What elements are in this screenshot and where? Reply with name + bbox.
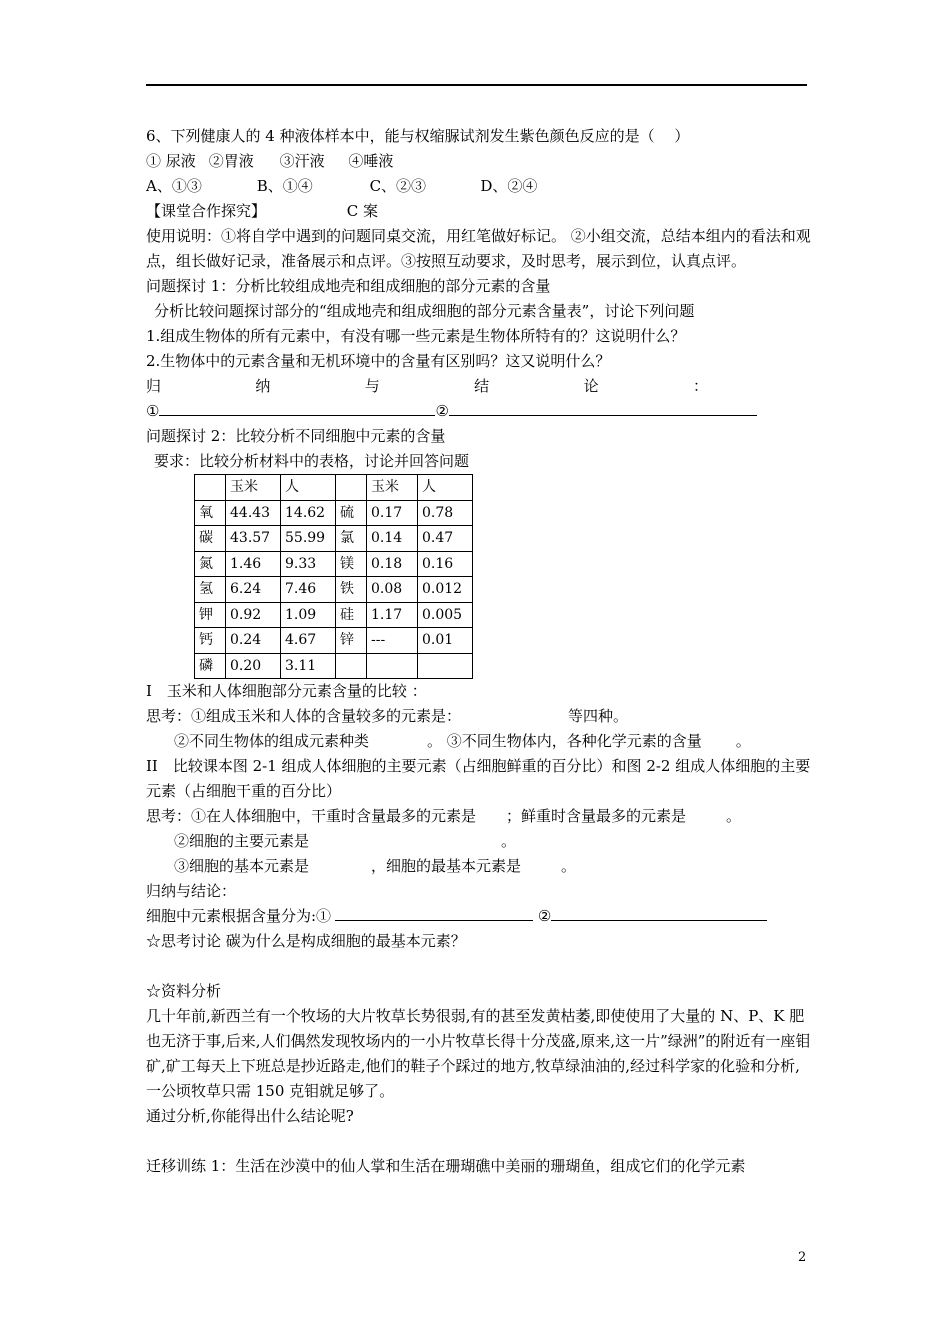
part-2-think-2: ②细胞的主要元素是 。 <box>174 832 517 850</box>
table-cell: 0.92 <box>226 602 281 628</box>
choice-c: C、②③ <box>369 177 427 195</box>
table-cell: 9.33 <box>281 551 336 577</box>
table-cell: 43.57 <box>226 526 281 552</box>
table-cell <box>336 653 367 679</box>
table-cell: 0.17 <box>367 500 418 526</box>
table-cell: 0.005 <box>418 602 473 628</box>
table-cell: 0.012 <box>418 577 473 603</box>
problem-2-requirement: 要求：比较分析材料中的表格，讨论并回答问题 <box>154 452 470 470</box>
table-cell: 0.24 <box>226 628 281 654</box>
table-cell: 0.16 <box>418 551 473 577</box>
part-1-think-1: 思考：①组成玉米和人体的含量较多的元素是： 等四种。 <box>146 707 629 725</box>
table-header-cell: 人 <box>281 475 336 501</box>
table-cell: 0.18 <box>367 551 418 577</box>
problem-2-title: 问题探讨 2：比较分析不同细胞中元素的含量 <box>146 427 446 445</box>
conclusion-blanks: ① ② <box>146 399 811 424</box>
discussion-prompt: ☆思考讨论 碳为什么是构成细胞的最基本元素？ <box>146 932 466 950</box>
problem-1-intro: 分析比较问题探讨部分的“组成地壳和组成细胞的部分元素含量表”，讨论下列问题 <box>154 302 695 320</box>
table-cell: 0.08 <box>367 577 418 603</box>
table-cell: 6.24 <box>226 577 281 603</box>
material-text: 几十年前,新西兰有一个牧场的大片牧草长势很弱,有的甚至发黄枯萎,即使使用了大量的 N、P、K 肥也无济于事,后来,人们偶然发现牧场内的一小片牧草长得十分茂盛,原来,这一片”绿洲”的附近有一座钼矿,矿工每天上下班总是抄近路走,他们的鞋子个踩过的地方,牧草绿油油的,经过科学家的化验和分析,一公顷牧草只需 150 克钼就足够了。 <box>146 1007 811 1100</box>
element-content-table <box>194 474 473 679</box>
table-row <box>195 526 473 552</box>
table-cell: 44.43 <box>226 500 281 526</box>
table-cell: 磷 <box>195 653 226 679</box>
blank-2[interactable] <box>449 399 757 416</box>
material-title: ☆资料分析 <box>146 982 222 1000</box>
table-header-cell: 玉米 <box>367 475 418 501</box>
table-header-cell: 玉米 <box>226 475 281 501</box>
table-row <box>195 602 473 628</box>
part-2-text: II 比较课本图 2-1 组成人体细胞的主要元素（占细胞鲜重的百分比）和图 2-2 组成人体细胞的主要元素（占细胞干重的百分比） <box>146 757 811 800</box>
problem-1-title: 问题探讨 1：分析比较组成地壳和组成细胞的部分元素的含量 <box>146 277 551 295</box>
table-cell: 氯 <box>336 526 367 552</box>
table-header-cell: 人 <box>418 475 473 501</box>
transfer-training-1: 迁移训练 1：生活在沙漠中的仙人掌和生活在珊瑚礁中美丽的珊瑚鱼，组成它们的化学元素 <box>146 1157 746 1175</box>
summary-blank-1[interactable] <box>335 904 533 921</box>
part-2-think-3: ③细胞的基本元素是 ，细胞的最基本元素是 。 <box>174 857 577 875</box>
summary-title: 归纳与结论： <box>146 882 237 900</box>
table-cell: 氧 <box>195 500 226 526</box>
table-row <box>195 628 473 654</box>
table-header-row <box>195 475 473 501</box>
choice-a: A、①③ <box>146 177 202 195</box>
table-cell: 0.78 <box>418 500 473 526</box>
table-cell: 1.46 <box>226 551 281 577</box>
page-number: 2 <box>798 1250 807 1265</box>
table-cell: 硅 <box>336 602 367 628</box>
table-header-cell <box>336 475 367 501</box>
conclusion-heading: 归 纳 与 结 论 ： <box>146 377 708 395</box>
table-row <box>195 653 473 679</box>
section-tag: C 案 <box>346 202 379 220</box>
table-cell: 0.20 <box>226 653 281 679</box>
question-6-choices <box>146 174 811 199</box>
part-1-think-2: ②不同生物体的组成元素种类 。 ③不同生物体内，各种化学元素的含量 。 <box>174 732 751 750</box>
part-1-title: I 玉米和人体细胞部分元素含量的比较 ： <box>146 682 427 700</box>
table-row <box>195 577 473 603</box>
table-cell: 0.47 <box>418 526 473 552</box>
section-heading <box>146 199 811 224</box>
table-cell: 0.01 <box>418 628 473 654</box>
choice-d: D、②④ <box>480 177 538 195</box>
table-cell: 0.14 <box>367 526 418 552</box>
table-cell: 1.17 <box>367 602 418 628</box>
page-content <box>146 124 811 1179</box>
table-cell: 锌 <box>336 628 367 654</box>
table-row <box>195 551 473 577</box>
material-question: 通过分析,你能得出什么结论呢? <box>146 1107 354 1125</box>
problem-1-question-2: 2.生物体中的元素含量和无机环境中的含量有区别吗？这又说明什么？ <box>146 352 611 370</box>
table-cell: 4.67 <box>281 628 336 654</box>
question-6-stem: 6、下列健康人的 4 种液体样本中，能与权缩脲试剂发生紫色颜色反应的是（ ） <box>146 127 690 145</box>
table-cell <box>367 653 418 679</box>
item-2: ②胃液 <box>208 152 254 170</box>
item-4: ④唾液 <box>348 152 394 170</box>
table-cell: 7.46 <box>281 577 336 603</box>
usage-instructions: 使用说明：①将自学中遇到的问题同桌交流，用红笔做好标记。 ②小组交流，总结本组内的看法和观点，组长做好记录，准备展示和点评。③按照互动要求，及时思考，展示到位，认真点评。 <box>146 227 811 270</box>
table-cell: 碳 <box>195 526 226 552</box>
item-1: ① 尿液 <box>146 152 196 170</box>
question-6-items <box>146 149 811 174</box>
table-cell: 钙 <box>195 628 226 654</box>
table-cell <box>418 653 473 679</box>
summary-blank-2[interactable] <box>551 904 767 921</box>
table-cell: 硫 <box>336 500 367 526</box>
table-cell: 55.99 <box>281 526 336 552</box>
header-rule <box>146 84 807 86</box>
choice-b: B、①④ <box>256 177 313 195</box>
item-3: ③汗液 <box>279 152 325 170</box>
table-cell: 铁 <box>336 577 367 603</box>
table-cell: 氮 <box>195 551 226 577</box>
table-cell: 钾 <box>195 602 226 628</box>
summary-blanks: 细胞中元素根据含量分为:① ② <box>146 904 811 929</box>
table-cell: 3.11 <box>281 653 336 679</box>
table-cell: 氢 <box>195 577 226 603</box>
table-cell: 1.09 <box>281 602 336 628</box>
problem-1-question-1: 1.组成生物体的所有元素中，有没有哪一些元素是生物体所特有的？这说明什么？ <box>146 327 686 345</box>
table-cell: 镁 <box>336 551 367 577</box>
blank-1[interactable] <box>159 399 435 416</box>
table-row <box>195 500 473 526</box>
table-header-cell <box>195 475 226 501</box>
section-title: 【课堂合作探究】 <box>146 202 267 220</box>
table-cell: --- <box>367 628 418 654</box>
table-cell: 14.62 <box>281 500 336 526</box>
part-2-think-1: 思考：①在人体细胞中，干重时含量最多的元素是 ；鲜重时含量最多的元素是 。 <box>146 807 742 825</box>
